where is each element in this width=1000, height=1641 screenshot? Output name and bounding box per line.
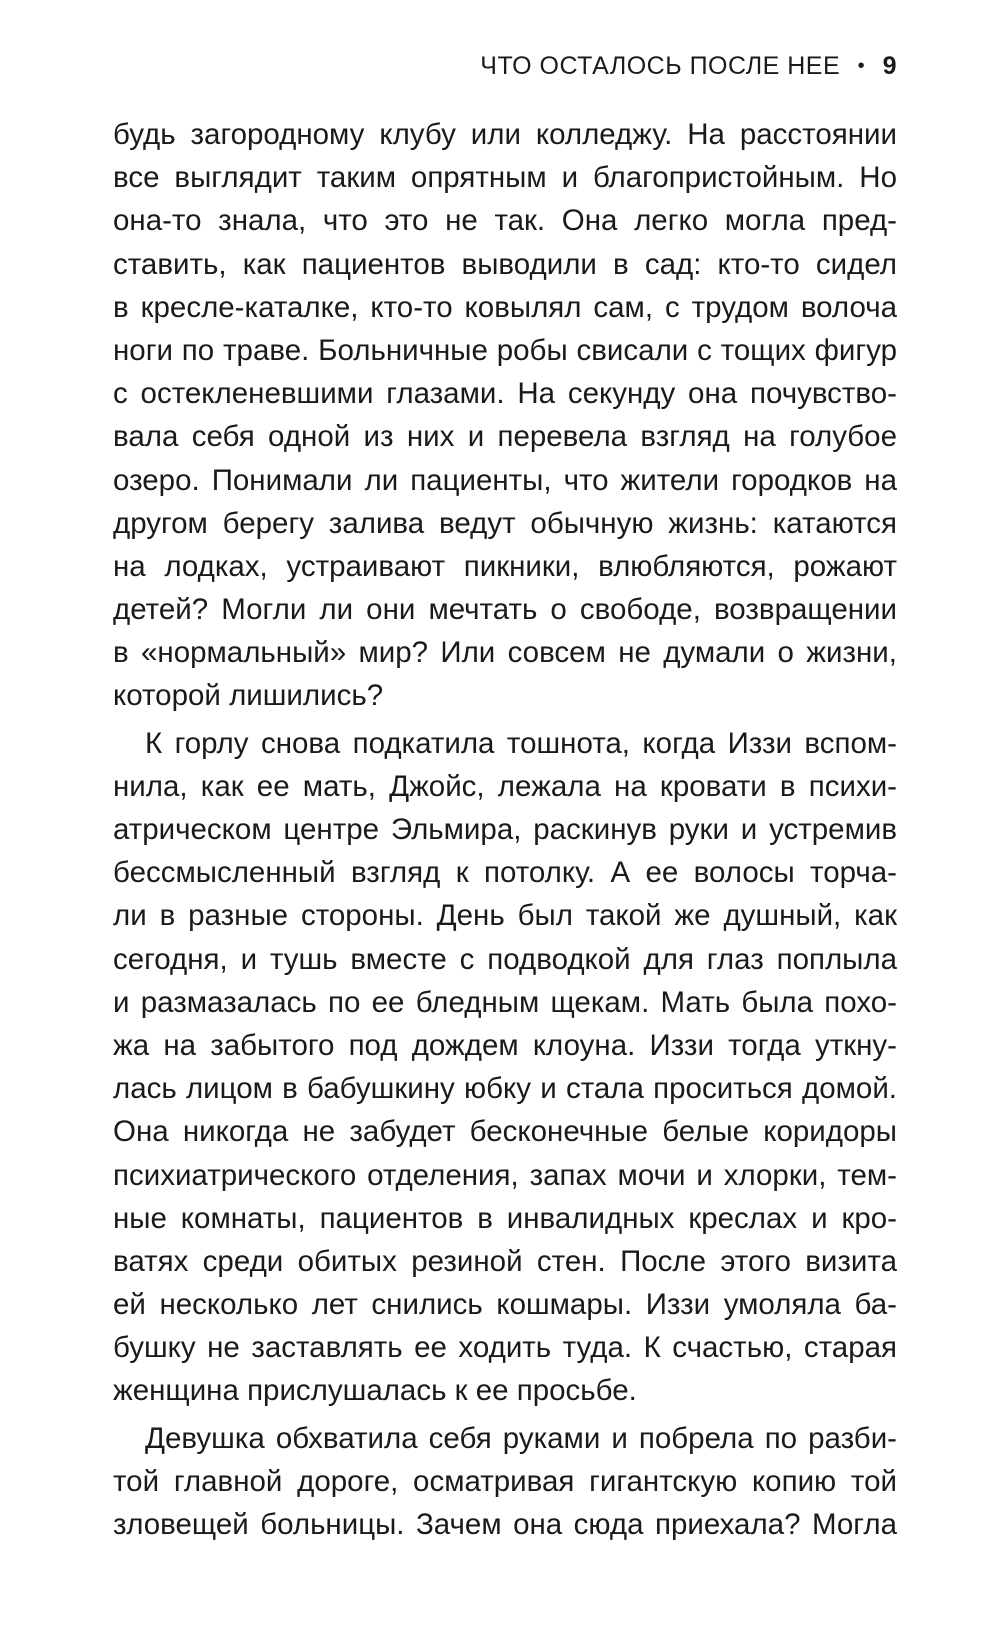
text-line: Девушка обхватила себя руками и побрела по разби- bbox=[145, 1421, 897, 1455]
running-title: ЧТО ОСТАЛОСЬ ПОСЛЕ НЕЕ bbox=[480, 52, 841, 80]
text-line: женщина прислушалась к ее просьбе. bbox=[113, 1374, 637, 1408]
text-line: ставить, как пациентов выводили в сад: кто-то сидел bbox=[113, 247, 897, 281]
text-line: все выглядит таким опрятным и благопристойным. Но bbox=[113, 161, 897, 195]
text-line: и размазалась по ее бледным щекам. Мать была похо- bbox=[113, 985, 897, 1019]
text-line: ноги по траве. Больничные робы свисали с тощих фигур bbox=[113, 333, 897, 367]
text-line: жа на забытого под дождем клоуна. Иззи тогда уткну- bbox=[113, 1028, 897, 1062]
text-line: вала себя одной из них и перевела взгляд на голубое bbox=[113, 420, 897, 454]
text-line: на лодках, устраивают пикники, влюбляются, рожают bbox=[113, 549, 897, 583]
text-line: К горлу снова подкатила тошнота, когда Иззи вспом- bbox=[145, 726, 897, 760]
text-line: Она никогда не забудет бесконечные белые коридоры bbox=[113, 1115, 897, 1149]
text-line: она-то знала, что это не так. Она легко могла пред- bbox=[113, 204, 897, 238]
text-line: озеро. Понимали ли пациенты, что жители городков на bbox=[113, 463, 897, 497]
text-line: нила, как ее мать, Джойс, лежала на кровати в психи- bbox=[113, 769, 897, 803]
paragraph bbox=[113, 722, 897, 1413]
paragraph bbox=[113, 1417, 897, 1547]
text-line: с остекленевшими глазами. На секунду она почувство- bbox=[113, 377, 897, 411]
paragraph bbox=[113, 113, 897, 718]
text-line: сегодня, и тушь вместе с подводкой для глаз поплыла bbox=[113, 942, 897, 976]
text-line: детей? Могли ли они мечтать о свободе, возвращении bbox=[113, 593, 897, 627]
text-line: в «нормальный» мир? Или совсем не думали о жизни, bbox=[113, 636, 897, 670]
text-line: ные комнаты, пациентов в инвалидных креслах и кро- bbox=[113, 1201, 897, 1235]
text-line: ватях среди обитых резиной стен. После этого визита bbox=[113, 1244, 897, 1278]
text-line: той главной дороге, осматривая гигантскую копию той bbox=[113, 1464, 897, 1498]
page-number: 9 bbox=[882, 52, 897, 80]
text-line: бушку не заставлять ее ходить туда. К счастью, старая bbox=[113, 1331, 897, 1365]
text-line: зловещей больницы. Зачем она сюда приехала? Могла bbox=[113, 1508, 897, 1541]
text-line: будь загородному клубу или колледжу. На расстоянии bbox=[113, 118, 897, 151]
text-line: в кресле-каталке, кто-то ковылял сам, с трудом волоча bbox=[113, 290, 897, 324]
text-line: атрическом центре Эльмира, раскинув руки и устремив bbox=[113, 813, 897, 846]
running-header bbox=[480, 52, 897, 81]
text-line: бессмысленный взгляд к потолку. А ее волосы торча- bbox=[113, 856, 897, 890]
header-separator: • bbox=[857, 55, 866, 77]
text-line: которой лишились? bbox=[113, 679, 384, 713]
text-line: ли в разные стороны. День был такой же душный, как bbox=[113, 899, 897, 933]
text-line: психиатрического отделения, запах мочи и хлорки, тем- bbox=[113, 1158, 897, 1192]
body-text bbox=[113, 113, 897, 1546]
text-line: ей несколько лет снились кошмары. Иззи умоляла ба- bbox=[113, 1288, 897, 1322]
text-line: другом берегу залива ведут обычную жизнь: катаются bbox=[113, 506, 897, 540]
text-line: лась лицом в бабушкину юбку и стала проситься домой. bbox=[113, 1072, 897, 1106]
